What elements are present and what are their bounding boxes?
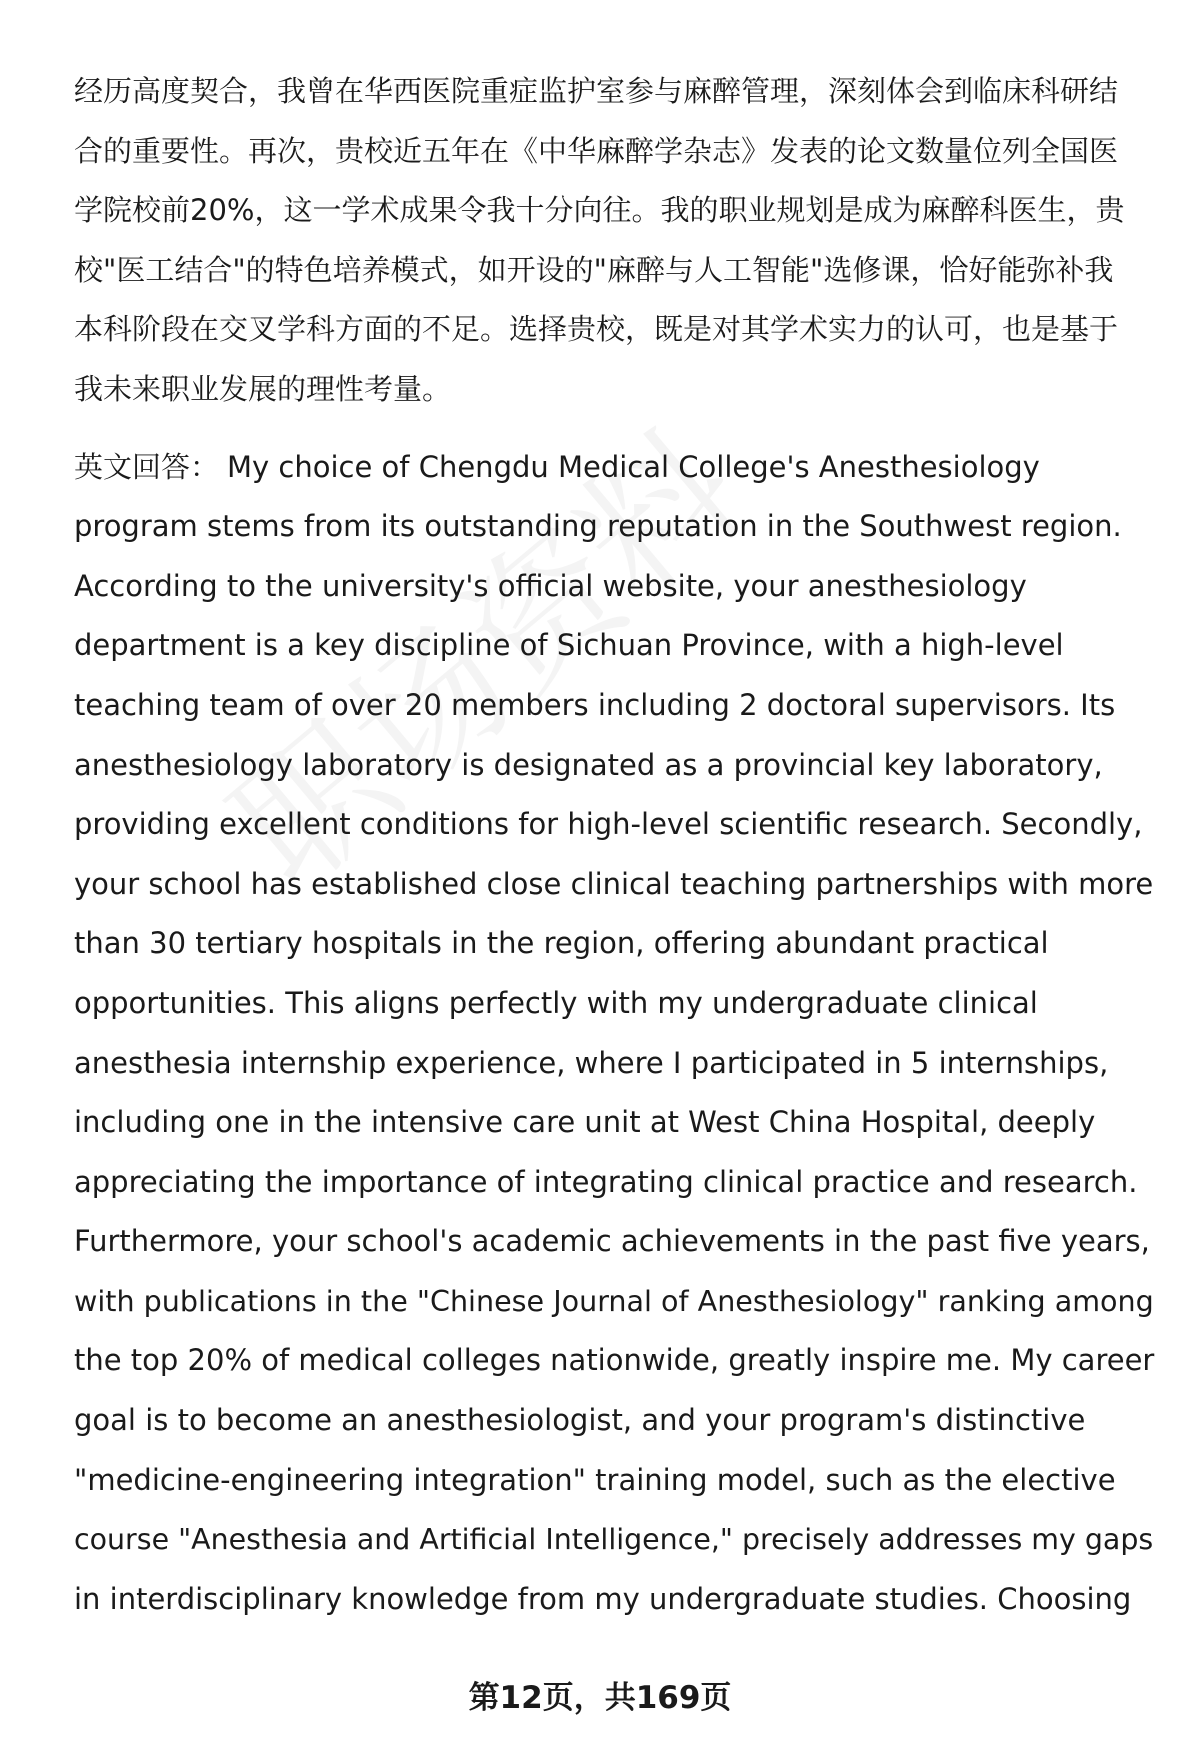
text-line: 合的重要性。再次，贵校近五年在《中华麻醉学杂志》发表的论文数量位列全国医 xyxy=(74,133,1119,168)
text-line: including one in the intensive care unit at West China Hospital, deeply xyxy=(74,1105,1096,1140)
paragraph-spacer xyxy=(74,420,1154,438)
text-line: Furthermore, your school's academic achievements in the past five years, xyxy=(74,1224,1150,1259)
answer-label: 英文回答： xyxy=(74,449,220,484)
text-line: than 30 tertiary hospitals in the region, offering abundant practical xyxy=(74,926,1049,961)
text-line: 经历高度契合，我曾在华西医院重症监护室参与麻醉管理，深刻体会到临床科研结 xyxy=(74,74,1119,108)
text-line: course "Anesthesia and Artificial Intelligence," precisely addresses my gaps xyxy=(74,1523,1154,1557)
text-line: department is a key discipline of Sichuan Province, with a high-level xyxy=(74,628,1064,663)
text-line: your school has established close clinical teaching partnerships with more xyxy=(74,866,1154,901)
text-line: in interdisciplinary knowledge from my undergraduate studies. Choosing xyxy=(74,1581,1132,1616)
document-body xyxy=(74,62,1154,1629)
text-line: 我未来职业发展的理性考量。 xyxy=(74,371,452,406)
text-line: goal is to become an anesthesiologist, and your program's distinctive xyxy=(74,1403,1086,1438)
text-line: program stems from its outstanding reputation in the Southwest region. xyxy=(74,509,1122,544)
text-line: the top 20% of medical colleges nationwide, greatly inspire me. My career xyxy=(74,1343,1155,1378)
text-line: appreciating the importance of integrating clinical practice and research. xyxy=(74,1164,1138,1199)
text-line: anesthesia internship experience, where I participated in 5 internships, xyxy=(74,1045,1109,1080)
text-line: teaching team of over 20 members including 2 doctoral supervisors. Its xyxy=(74,687,1116,722)
chinese-paragraph xyxy=(74,62,1154,420)
text-line: with publications in the "Chinese Journal of Anesthesiology" ranking among xyxy=(74,1283,1154,1318)
page-number: 第12页，共169页 xyxy=(468,1680,732,1716)
text-line xyxy=(74,438,1154,498)
text-line: 本科阶段在交叉学科方面的不足。选择贵校，既是对其学术实力的认可，也是基于 xyxy=(74,312,1119,347)
answer-first-line: My choice of Chengdu Medical College's Anesthesiology xyxy=(227,449,1040,484)
text-line: anesthesiology laboratory is designated as a provincial key laboratory, xyxy=(74,747,1103,782)
text-line: 学院校前20%，这一学术成果令我十分向往。我的职业规划是成为麻醉科医生，贵 xyxy=(74,193,1125,228)
text-line: providing excellent conditions for high-level scientific research. Secondly, xyxy=(74,807,1143,842)
text-line: "medicine-engineering integration" training model, such as the elective xyxy=(74,1462,1116,1497)
english-paragraph xyxy=(74,438,1154,1630)
text-line: According to the university's official website, your anesthesiology xyxy=(74,568,1027,603)
text-line: 校"医工结合"的特色培养模式，如开设的"麻醉与人工智能"选修课，恰好能弥补我 xyxy=(74,252,1114,287)
text-line: opportunities. This aligns perfectly with my undergraduate clinical xyxy=(74,985,1038,1020)
